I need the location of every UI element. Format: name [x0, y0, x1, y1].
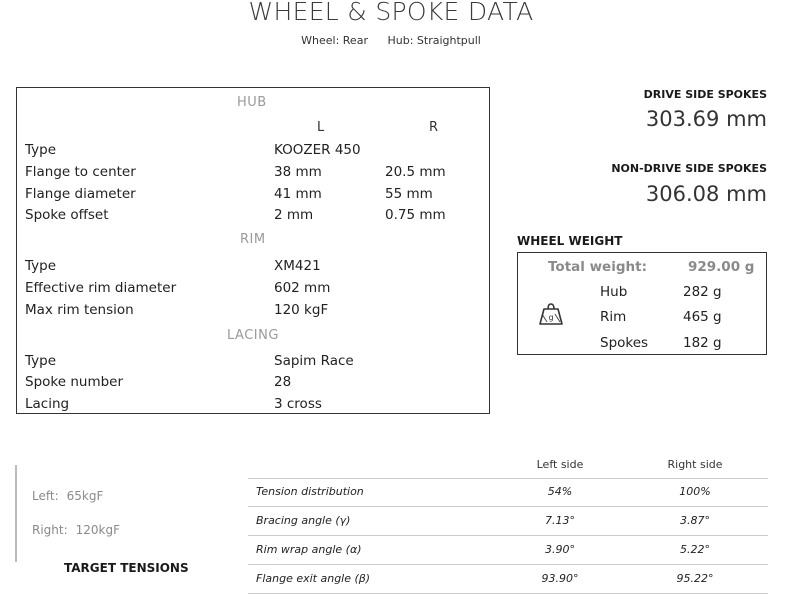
wheel-type: Wheel: Rear [301, 34, 368, 47]
non-drive-side-spokes-value: 306.08 mm [645, 182, 767, 206]
rim-row-effective-diameter: Effective rim diameter 602 mm [25, 280, 331, 296]
drive-side-spokes-label: DRIVE SIDE SPOKES [643, 88, 767, 101]
hub-row-type: Type KOOZER 450 [25, 142, 361, 158]
left-column-head: L [317, 120, 325, 135]
weight-scale-icon [538, 302, 564, 326]
rim-row-type: Type XM421 [25, 258, 321, 274]
right-column-head: R [429, 120, 439, 135]
right-tension: Right: 120kgF [32, 523, 121, 537]
angles-row-tension-distribution: Tension distribution 54% 100% [248, 479, 768, 507]
lacing-heading: LACING [227, 328, 279, 343]
total-weight-value: 929.00 g [688, 259, 755, 275]
weight-icon-unit: g [548, 313, 554, 322]
left-tension: Left: 65kgF [32, 489, 104, 503]
target-tensions-title: TARGET TENSIONS [64, 561, 189, 575]
total-weight-label: Total weight: [548, 259, 647, 275]
lacing-row-lacing: Lacing 3 cross [25, 396, 322, 412]
lacing-row-spoke-number: Spoke number 28 [25, 374, 292, 390]
wheel-hub-info [0, 34, 782, 47]
wheel-weight-title: WHEEL WEIGHT [517, 234, 623, 248]
rim-heading: RIM [240, 232, 266, 247]
lacing-row-type: Type Sapim Race [25, 353, 354, 369]
angles-row-bracing-angle: Bracing angle (γ) 7.13° 3.87° [248, 508, 768, 536]
drive-side-spokes-value: 303.69 mm [645, 107, 767, 131]
right-side-column-head: Right side [667, 458, 723, 471]
angles-row-rim-wrap-angle: Rim wrap angle (α) 3.90° 5.22° [248, 537, 768, 565]
hub-row-spoke-offset: Spoke offset 2 mm 0.75 mm [25, 207, 446, 223]
hub-row-flange-to-center: Flange to center 38 mm 20.5 mm [25, 164, 446, 180]
rim-row-max-tension: Max rim tension 120 kgF [25, 302, 329, 318]
wheel-weight-box: Total weight: 929.00 g g Hub 282 g Rim 465 g Spokes 182 g [517, 252, 767, 355]
hub-row-flange-diameter: Flange diameter 41 mm 55 mm [25, 186, 433, 202]
left-side-column-head: Left side [536, 458, 584, 471]
non-drive-side-spokes-label: NON-DRIVE SIDE SPOKES [611, 162, 767, 175]
page-title: WHEEL & SPOKE DATA [248, 0, 534, 26]
hub-heading: HUB [237, 95, 267, 110]
spec-table [16, 87, 490, 414]
angles-row-flange-exit-angle: Flange exit angle (β) 93.90° 95.22° [248, 566, 768, 594]
tension-divider [15, 465, 17, 562]
hub-type: Hub: Straightpull [387, 34, 481, 47]
